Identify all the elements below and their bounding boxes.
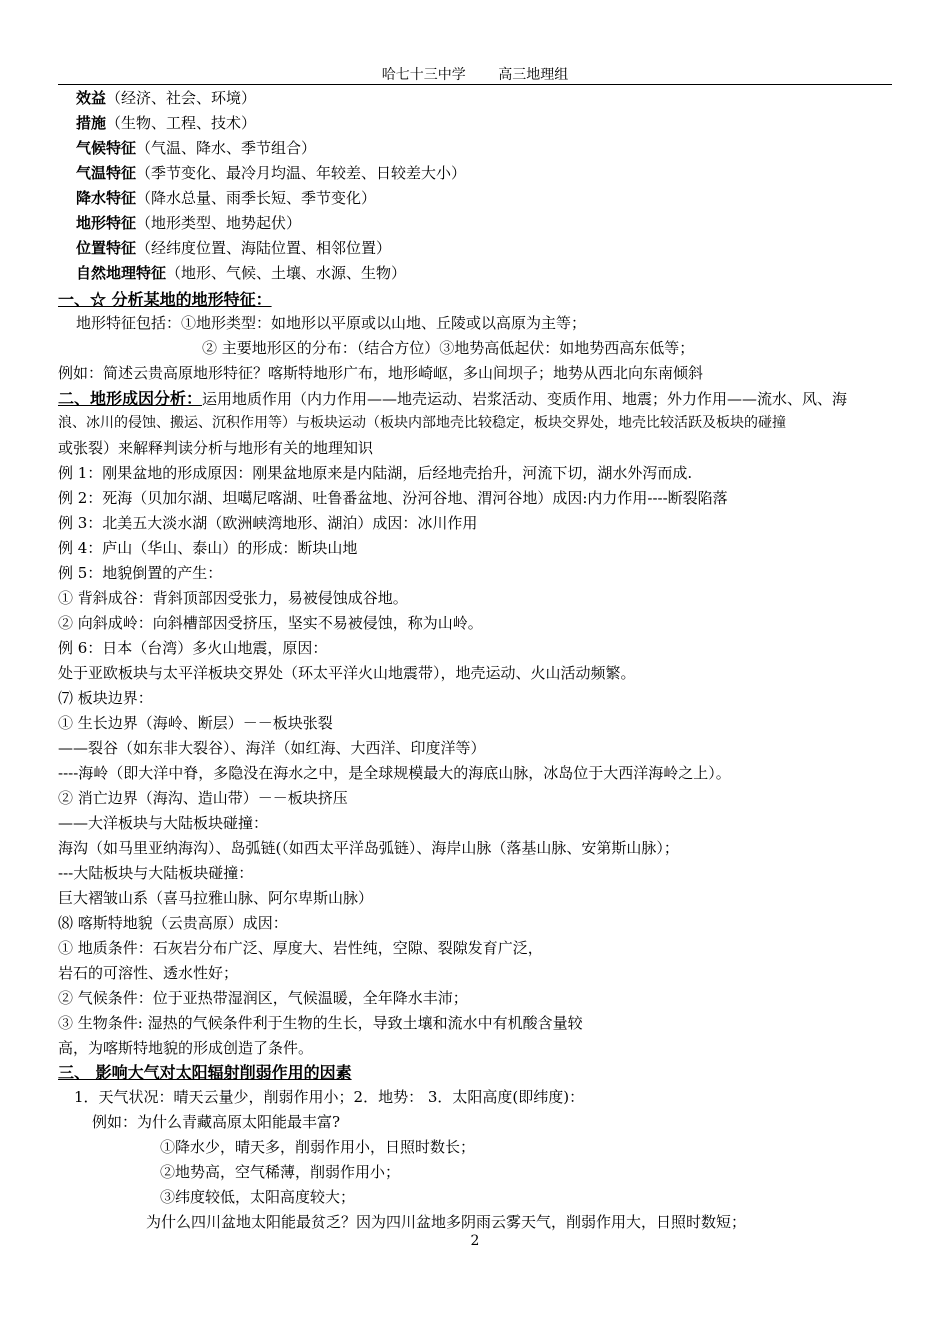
text-line: 例 6：日本（台湾）多火山地震，原因： <box>58 639 328 657</box>
text-line: 例 1：刚果盆地的形成原因：刚果盆地原来是内陆湖，后经地壳抬升，河流下切，湖水外泻而成. <box>58 464 693 482</box>
text-line: 例如：为什么青藏高原太阳能最丰富? <box>92 1113 341 1131</box>
term-label: 自然地理特征 <box>76 264 167 282</box>
term-desc: （经纬度位置、海陆位置、相邻位置） <box>136 239 392 257</box>
term-line <box>76 111 256 136</box>
text-line: 处于亚欧板块与太平洋板块交界处（环太平洋火山地震带），地壳运动、火山活动频繁。 <box>58 664 636 682</box>
text-line: ——裂谷（如东非大裂谷）、海洋（如红海、大西洋、印度洋等） <box>58 739 486 757</box>
text-line: 巨大褶皱山系（喜马拉雅山脉、阿尔卑斯山脉） <box>58 889 374 907</box>
term-line <box>76 136 316 161</box>
text-line: 浪、冰川的侵蚀、搬运、沉积作用等）与板块运动（板块内部地壳比较稳定，板块交界处，地壳比较活跃及板块的碰撞 <box>58 415 786 431</box>
term-line <box>76 236 391 261</box>
text-line: ② 气候条件：位于亚热带湿润区，气候温暖，全年降水丰沛； <box>58 989 468 1007</box>
text-line: 1．天气状况：晴天云量少，削弱作用小；2．地势： 3．太阳高度(即纬度)： <box>74 1088 585 1106</box>
term-desc: （地形类型、地势起伏） <box>136 214 302 232</box>
text-line: ① 背斜成谷：背斜顶部因受张力，易被侵蚀成谷地。 <box>58 589 408 607</box>
term-label: 效益 <box>76 89 107 107</box>
text-line: 例 4：庐山（华山、泰山）的形成：断块山地 <box>58 539 358 557</box>
text-line: ⑻ 喀斯特地貌（云贵高原）成因： <box>58 914 288 932</box>
text-line: ——大洋板块与大陆板块碰撞： <box>58 814 269 832</box>
term-label: 气候特征 <box>76 139 137 157</box>
text-line: ① 生长边界（海岭、断层）－－板块张裂 <box>58 714 333 732</box>
term-line <box>76 86 256 111</box>
term-label: 位置特征 <box>76 239 137 257</box>
text-line: ③纬度较低，太阳高度较大； <box>160 1188 356 1206</box>
term-line <box>76 161 466 186</box>
text-line: 海沟（如马里亚纳海沟）、岛弧链(（如西太平洋岛弧链）、海岸山脉（落基山脉、安第斯山脉）； <box>58 839 679 857</box>
term-label: 措施 <box>76 114 107 132</box>
term-desc: （地形、气候、土壤、水源、生物） <box>166 264 407 282</box>
term-desc: （生物、工程、技术） <box>106 114 257 132</box>
text-line: ⑺ 板块边界： <box>58 689 153 707</box>
text-line: ② 主要地形区的分布：（结合方位）③地势高低起伏：如地势西高东低等； <box>202 339 695 357</box>
text-line: ③ 生物条件: 湿热的气候条件利于生物的生长，导致土壤和流水中有机酸含量较 <box>58 1014 583 1032</box>
text-line: ----海岭（即大洋中脊，多隐没在海水之中，是全球规模最大的海底山脉，冰岛位于大西洋海岭之上）。 <box>58 764 731 782</box>
text-line: ① 地质条件：石灰岩分布广泛、厚度大、岩性纯，空隙、裂隙发育广泛， <box>58 939 543 957</box>
term-label: 气温特征 <box>76 164 137 182</box>
term-line <box>76 211 301 236</box>
text-line: 例如：简述云贵高原地形特征？喀斯特地形广布，地形崎岖，多山间坝子；地势从西北向东南倾斜 <box>58 364 704 382</box>
page-header: 哈七十三中学 高三地理组 <box>381 67 569 83</box>
text-line: ②地势高，空气稀薄，削弱作用小； <box>160 1163 401 1181</box>
text-line: ①降水少，晴天多，削弱作用小，日照时数长； <box>160 1138 476 1156</box>
text-line: ---大陆板块与大陆板块碰撞： <box>58 864 254 882</box>
section-heading: 三、 影响大气对太阳辐射削弱作用的因素 <box>58 1063 352 1082</box>
text-line: 高，为喀斯特地貌的形成创造了条件。 <box>58 1039 314 1057</box>
header-rule <box>58 84 892 85</box>
term-desc: （降水总量、雨季长短、季节变化） <box>136 189 377 207</box>
text-line: 岩石的可溶性、透水性好； <box>58 964 239 982</box>
section-heading: 二、地形成因分析： <box>58 389 203 408</box>
page-number: 2 <box>470 1233 480 1249</box>
text-line: ② 向斜成岭：向斜槽部因受挤压，坚实不易被侵蚀，称为山岭。 <box>58 614 483 632</box>
term-desc: （季节变化、最冷月均温、年较差、日较差大小） <box>136 164 467 182</box>
text-line: 为什么四川盆地太阳能最贫乏？因为四川盆地多阴雨云雾天气，削弱作用大，日照时数短； <box>146 1213 747 1231</box>
text-line: 例 5：地貌倒置的产生： <box>58 564 223 582</box>
text-line: 或张裂）来解释判读分析与地形有关的地理知识 <box>58 439 374 457</box>
term-line <box>76 261 406 286</box>
term-desc: （气温、降水、季节组合） <box>136 139 317 157</box>
text-line: 例 3：北美五大淡水湖（欧洲峡湾地形、湖泊）成因：冰川作用 <box>58 514 478 532</box>
term-line <box>76 186 376 211</box>
term-desc: （经济、社会、环境） <box>106 89 257 107</box>
term-label: 降水特征 <box>76 189 137 207</box>
text-line: 例 2：死海（贝加尔湖、坦噶尼喀湖、吐鲁番盆地、汾河谷地、渭河谷地）成因:内力作用----断裂陷落 <box>58 489 728 507</box>
text-line: 地形特征包括：①地形类型：如地形以平原或以山地、丘陵或以高原为主等； <box>76 314 587 332</box>
term-label: 地形特征 <box>76 214 137 232</box>
section-intro-text: 运用地质作用（内力作用——地壳运动、岩浆活动、变质作用、地震；外力作用——流水、风、海 <box>202 390 848 408</box>
section-heading: 一、☆ 分析某地的地形特征： <box>58 290 272 309</box>
text-line: ② 消亡边界（海沟、造山带）－－板块挤压 <box>58 789 348 807</box>
section-intro-line <box>58 386 847 411</box>
